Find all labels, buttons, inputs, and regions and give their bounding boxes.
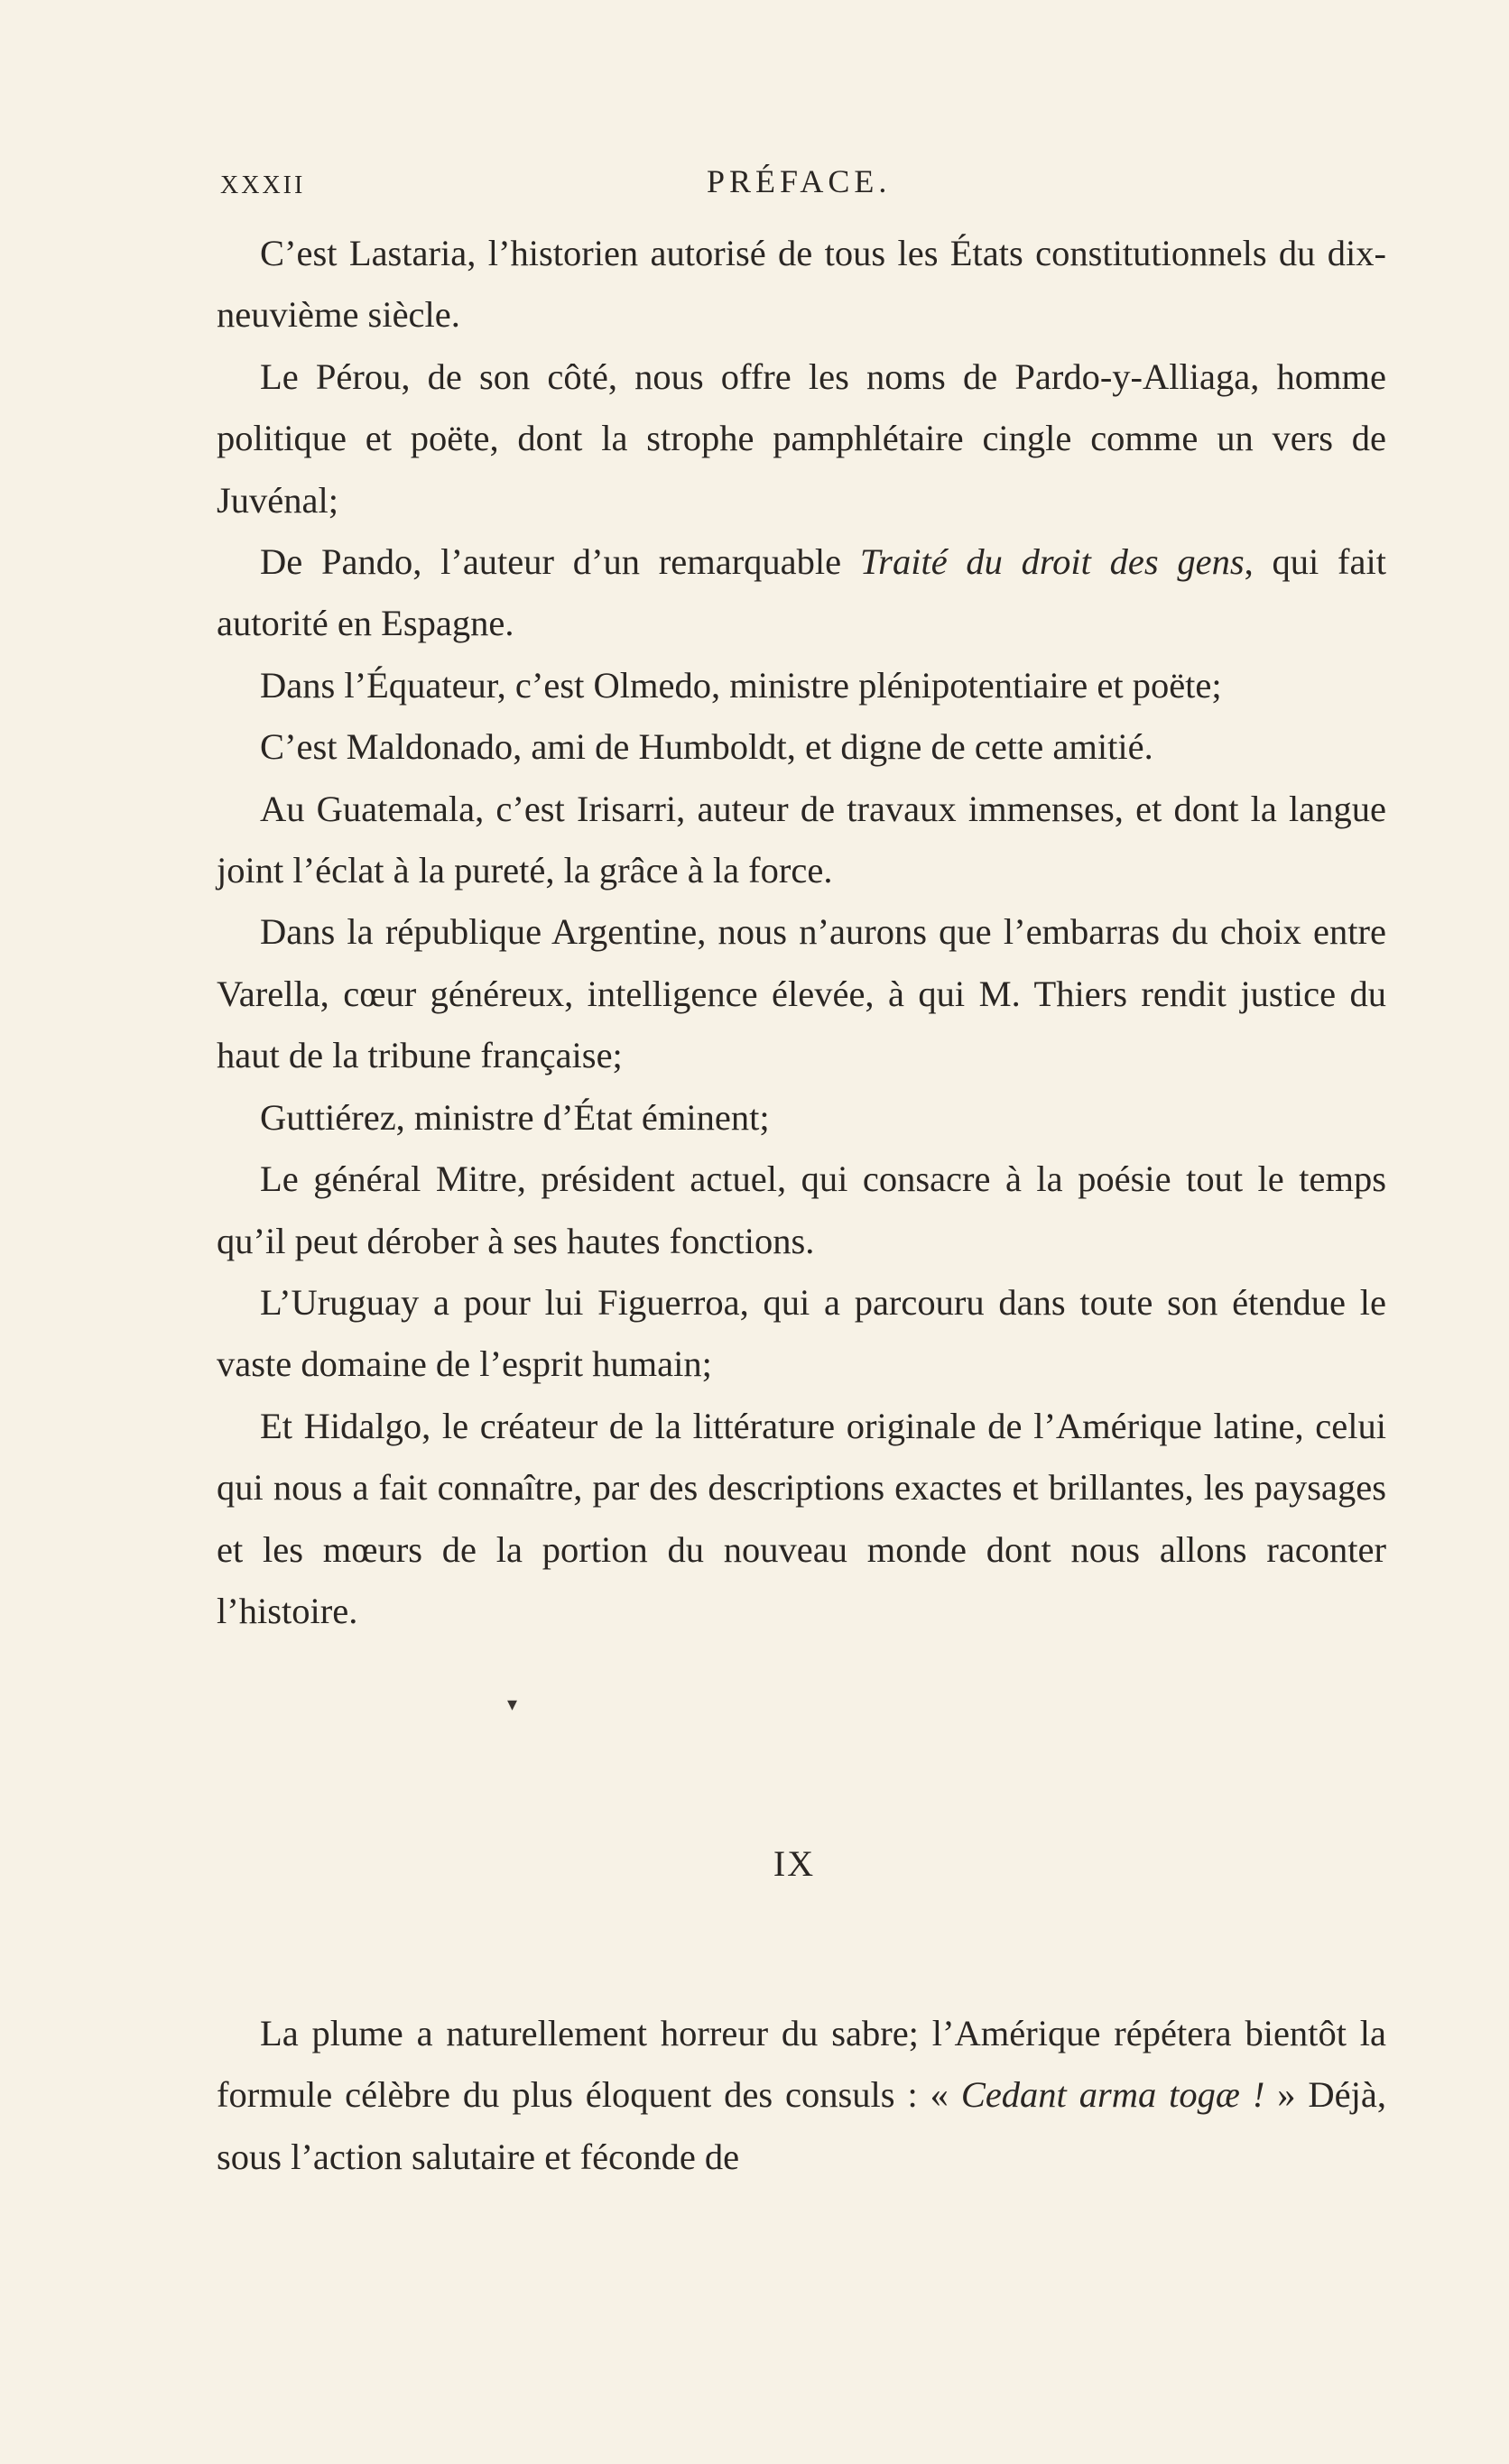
printer-mark-icon: ▾ — [507, 1693, 518, 1715]
paragraph-text: De Pando, l’auteur d’un remarquable — [260, 541, 860, 583]
paragraph: Le général Mitre, président actuel, qui consacre à la poésie tout le temps qu’il peut dérober à ses hautes fonctions. — [217, 1158, 1386, 1261]
body-text — [217, 223, 1386, 1642]
section-body-text — [217, 2003, 1386, 2188]
paragraph: Dans la république Argentine, nous n’aurons que l’embarras du choix entre Varella, cœur généreux, intelligence élevée, à qui M. Thiers rendit justice du haut de la tribune française; — [217, 911, 1386, 1076]
paragraph: Guttiérez, ministre d’État éminent; — [260, 1096, 770, 1138]
running-title: PRÉFACE. — [707, 163, 892, 199]
paragraph: C’est Lastaria, l’historien autorisé de tous les États constitutionnels du dix-neuvième siècle. — [217, 233, 1386, 336]
paragraph-text: La plume a naturellement horreur du sabre; l’Amérique répétera bientôt la formule célèbre du plus éloquent des consuls : « — [217, 2013, 1386, 2116]
paragraph: C’est Maldonado, ami de Humboldt, et digne de cette amitié. — [260, 726, 1153, 768]
paragraph-text: , qui fait autorité en Espagne. — [217, 541, 1386, 644]
page-header — [215, 162, 1388, 208]
page-number: XXXII — [220, 171, 306, 199]
paragraph: Et Hidalgo, le créateur de la littérature originale de l’Amérique latine, celui qui nous a fait connaître, par des descriptions exactes et brillantes, les paysages et les mœurs de la portion du nouveau monde dont nous allons raconter l’histoire. — [217, 1405, 1386, 1631]
paragraph-text: » Déjà, sous l’action salutaire et féconde de — [217, 2074, 1386, 2177]
paragraph: Dans l’Équateur, c’est Olmedo, ministre plénipotentiaire et poëte; — [260, 664, 1222, 706]
paragraph: Au Guatemala, c’est Irisarri, auteur de travaux immenses, et dont la langue joint l’éclat à la pureté, la grâce à la force. — [217, 788, 1386, 891]
paragraph — [217, 531, 1386, 655]
paragraph: L’Uruguay a pour lui Figuerroa, qui a parcouru dans toute son étendue le vaste domaine de l’esprit humain; — [217, 1281, 1386, 1385]
paragraph — [217, 2003, 1386, 2188]
paragraph: Le Pérou, de son côté, nous offre les noms de Pardo-y-Alliaga, homme politique et poëte, dont la strophe pamphlétaire cingle comme un vers de Juvénal; — [217, 355, 1386, 521]
book-title: Traité du droit des gens — [859, 541, 1245, 583]
latin-quote: Cedant arma togæ ! — [960, 2074, 1265, 2116]
section-heading: IX — [773, 1843, 816, 1884]
